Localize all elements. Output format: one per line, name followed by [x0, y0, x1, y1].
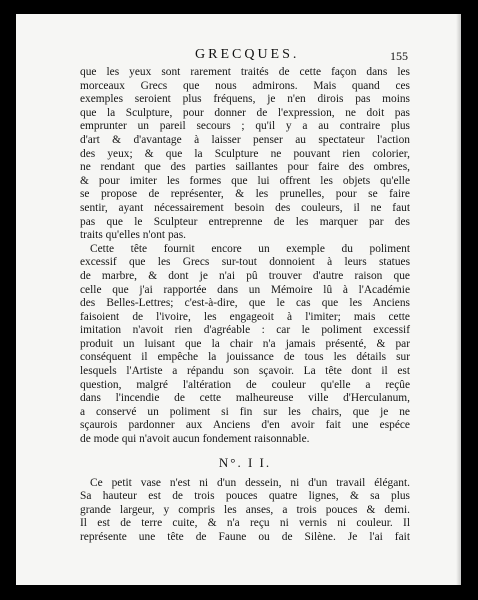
text-line: des Belles-Lettres; c'est-à-dire, que le cas que les Anciens — [80, 297, 410, 310]
text-line: représente une tête de Faune ou de Silène. Je l'ai fait — [80, 531, 410, 543]
running-title: GRECQUES. — [195, 47, 300, 62]
text-line: dans l'incendie de cette malheureuse ville d'Herculanum, — [80, 392, 410, 405]
text-line: des yeux; & que la Sculpture ne pouvant rien colorier, — [80, 147, 410, 160]
paragraph-1 — [80, 66, 410, 243]
text-line: sentir, ayant nécessairement besoin des couleurs, il ne faut — [80, 201, 410, 214]
section-heading: N°. I I. — [218, 454, 272, 470]
text-line: que les yeux sont rarement traités de cette façon dans les — [80, 66, 410, 78]
paragraph-2 — [80, 243, 410, 447]
text-line: Il est de terre cuite, & n'a reçu ni vernis ni couleur. Il — [80, 517, 410, 530]
text-line: celle que j'ai rapportée dans un Mémoire lû à l'Académie — [80, 283, 410, 296]
body-text — [80, 66, 410, 545]
text-line: & pour imiter les formes que lui offrent les objets qu'elle — [80, 174, 410, 187]
text-line: Sa hauteur est de trois pouces quatre lignes, & sa plus — [80, 490, 410, 503]
text-line: se propose de représenter, & les prunelles, pour se faire — [80, 188, 410, 201]
text-line: pas que le Sculpteur entreprenne de les marquer par des — [80, 215, 410, 228]
text-line: Cette tête fournit encore un exemple du poliment — [90, 242, 410, 255]
text-line: imitation n'avoit rien d'agréable : car le poliment excessif — [80, 324, 410, 337]
text-line: de marbre, & dont je n'ai pû trouver d'autre raison que — [80, 269, 410, 282]
text-line: d'art & d'avantage à laisser penser au spectateur l'action — [80, 133, 410, 146]
text-line: traits qu'elles n'ont pas. — [80, 229, 186, 242]
text-line: que la Sculpture, pour donner de l'expression, ne doit pas — [80, 106, 410, 119]
page-header — [70, 47, 410, 67]
text-line: excessif que les Grecs sur-tout donnoient à leurs statues — [80, 256, 410, 269]
text-line: emprunter un pareil secours ; qu'il y a au contraire plus — [80, 120, 410, 133]
text-line: question, malgré l'altération de couleur qu'elle a reçûe — [80, 378, 410, 391]
text-line: exemples seroient plus fréquens, je n'en dirois pas moins — [80, 93, 410, 106]
text-line: grande largeur, y compris les anses, a trois pouces & demi. — [80, 503, 410, 516]
text-line: faisoient de l'ivoire, les engageoit à l'imiter; mais cette — [80, 310, 410, 323]
text-line: lesquels l'Artiste a répandu son sçavoir. La tête dont il est — [80, 365, 410, 378]
page-number: 155 — [390, 49, 408, 63]
text-line: sçaurois pardonner aux Anciens d'en avoir fait une espéce — [80, 419, 410, 432]
text-line: Ce petit vase n'est ni d'un dessein, ni d'un travail élégant. — [90, 476, 410, 489]
text-line: de mode qui n'avoit aucun fondement raisonnable. — [80, 433, 310, 446]
text-line: produit un luisant que la chair n'a jamais présenté, & par — [80, 337, 410, 350]
text-line: morceaux Grecs que nous admirons. Mais quand ces — [80, 79, 410, 92]
text-line: conséquent il empêche la jouissance de tous les détails sur — [80, 351, 410, 364]
text-line: a conservé un poliment si fin sur les chairs, que je ne — [80, 405, 410, 418]
page-edge-shadow — [456, 14, 461, 585]
paragraph-3 — [80, 477, 410, 545]
text-line: ne rendant que des parties saillantes pour faire des ombres, — [80, 161, 410, 174]
